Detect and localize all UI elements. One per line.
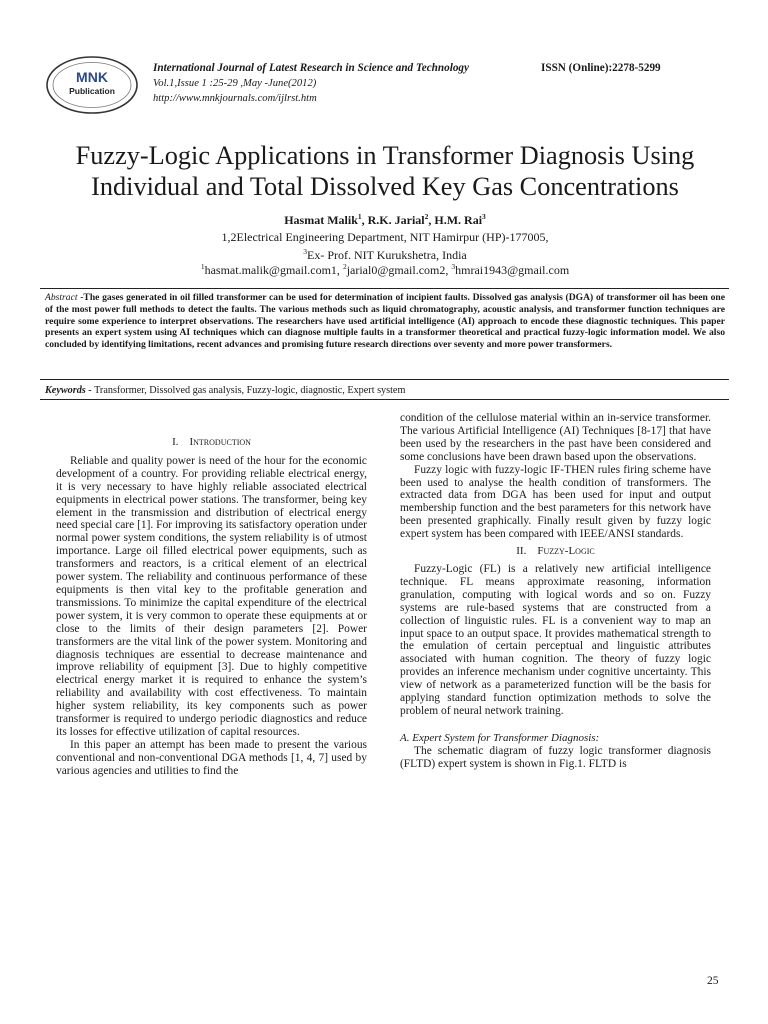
abstract [45, 292, 725, 351]
email-list [30, 260, 740, 278]
author-name: H.M. Rai [434, 213, 483, 227]
subsection-heading: A. Expert System for Transformer Diagnosis: [400, 731, 600, 744]
paragraph: condition of the cellulose material within an in-service transformer. The various Artificial Intelligence (AI) Techniques [8-17] that have been used by the researchers in the past have been considered and some conclusions have been drawn based upon the observations. [400, 412, 711, 463]
keywords-label: Keywords - [45, 385, 92, 396]
logo-letters: MNK [76, 69, 108, 85]
paragraph: The schematic diagram of fuzzy logic transformer diagnosis (FLTD) expert system is shown in Fig.1. FLTD is [400, 744, 711, 770]
section-heading-fuzzy-logic [400, 545, 711, 558]
section-title: Introduction [189, 436, 251, 448]
author-name: R.K. Jarial [367, 213, 425, 227]
paragraph: In this paper an attempt has been made to present the various conventional and non-conventional DGA methods [1, 4, 7] used by various agencies and utilities to find the [56, 738, 367, 777]
column-left [56, 436, 367, 778]
author-list [30, 212, 740, 228]
author-sep: , [361, 213, 368, 227]
title-line-1: Fuzzy-Logic Applications in Transformer Diagnosis Using [75, 141, 695, 170]
paper-title [30, 140, 740, 202]
author-sup: 3 [482, 212, 486, 221]
email: hmrai1943@gmail.com [455, 263, 570, 277]
journal-url: http://www.mnkjournals.com/ijlrst.htm [153, 93, 317, 104]
keywords [45, 385, 725, 397]
author-sep: , [428, 213, 435, 227]
divider-top [40, 288, 729, 289]
divider-mid [40, 379, 729, 380]
email-sup: 2 [342, 262, 347, 271]
paragraph: Fuzzy-Logic (FL) is a relatively new artificial intelligence technique. FL means approximate reasoning, information granulation, computing with logical words and so on. Fuzzy systems are rule-based systems that are constructed from a collection of linguistic rules. FL is a convenient way to map an input space to an output space. It provides mathematical strength to the emulation of certain perceptual and linguistic attributes associated with human cognition. The theory of fuzzy logic provides an inference mechanism under cognitive uncertainty. This view of network as a parameterized function will be the basis for applying standard function optimization methods to solve the problem of neural network training. [400, 562, 711, 717]
paragraph: Reliable and quality power is need of the hour for the economic development of a country. For providing reliable electrical energy, it is very necessary to have highly reliable associated electrical equipments in electrical power stations. The transformer, being key element in the transmission and distribution of electrical energy need special care [1]. For improving its satisfactory operation under normal power system conditions, the system reliability is of utmost importance. Large oil filled electrical power equipments, such as transformers and reactors, is a critical element of an electrical power system. The reliability and continuous performance of these equipments is then vital key to the profitable generation and transmissions. To minimize the capital expenditure of the electrical power system, it is very common to operate these equipments at or close to the limits of their design parameters [2]. Power transformers are the vital link of the power system. Monitoring and diagnosis techniques are essential to decrease maintenance and improve reliability of equipment [3]. Due to highly competitive electrical energy market it is required to enhance the system’s reliability and availability with cost effectiveness. To maintain higher system reliability, its key components such as power transformer is required to undergo periodic diagnostics and reduce its losses for effective utilization of capital resources. [56, 454, 367, 738]
section-title: Fuzzy-Logic [537, 545, 595, 558]
section-number: II. [516, 545, 527, 558]
abstract-label: Abstract [45, 292, 78, 303]
email-sup: 3 [451, 262, 456, 271]
author-sup: 2 [424, 212, 429, 221]
paragraph: Fuzzy logic with fuzzy-logic IF-THEN rules firing scheme have been used to analyse the health condition of transformers. The extracted data from DGA has been used for input and output membership function and the best parameters for this network have been presented graphically. Finally result given by fuzzy logic expert system has been compared with IEEE/ANSI standards. [400, 463, 711, 541]
issn: ISSN (Online):2278-5299 [541, 62, 661, 74]
affiliation-2-text: Ex- Prof. NIT Kurukshetra, India [307, 248, 467, 262]
affiliation-sup: 3 [303, 247, 307, 256]
email: hasmat.malik@gmail.com1, [204, 263, 343, 277]
divider-bottom [40, 399, 729, 400]
volume-info: Vol.1,Issue 1 :25-29 ,May -June(2012) [153, 78, 317, 89]
email-sup: 1 [200, 262, 205, 271]
logo-caption: Publication [69, 86, 115, 96]
affiliation-1: 1,2Electrical Engineering Department, NIT Hamirpur (HP)-177005, [221, 230, 549, 244]
keywords-text: Transformer, Dissolved gas analysis, Fuzzy-logic, diagnostic, Expert system [91, 385, 406, 396]
author-sup: 1 [357, 212, 362, 221]
column-right [400, 412, 711, 771]
title-line-2: Individual and Total Dissolved Key Gas Concentrations [91, 172, 679, 201]
section-heading-introduction [56, 436, 367, 449]
section-number: I. [172, 436, 179, 448]
abstract-text: -The gases generated in oil filled transformer can be used for determination of incipient faults. Dissolved gas analysis (DGA) of transformer oil has been one of the most power full methods to detect the faults. The various methods such as liquid chromatography, acoustic analysis, and transformer function techniques are require some experience to interpret observations. The researchers have used artificial intelligence (AI) approach to encode these diagnostic techniques. This paper presents an expert system using AI techniques which can diagnose multiple faults in a transformer theoretical and practical fuzzy-logic information model. We also concluded by identifying limitations, recent advances and promising future research directions over seventy and more power transformers. [45, 292, 725, 351]
journal-name: International Journal of Latest Research in Science and Technology [153, 62, 469, 74]
author-name: Hasmat Malik [284, 213, 358, 227]
email: jarial0@gmail.com2, [346, 263, 452, 277]
page-number: 25 [707, 975, 719, 987]
publisher-logo [44, 54, 140, 116]
